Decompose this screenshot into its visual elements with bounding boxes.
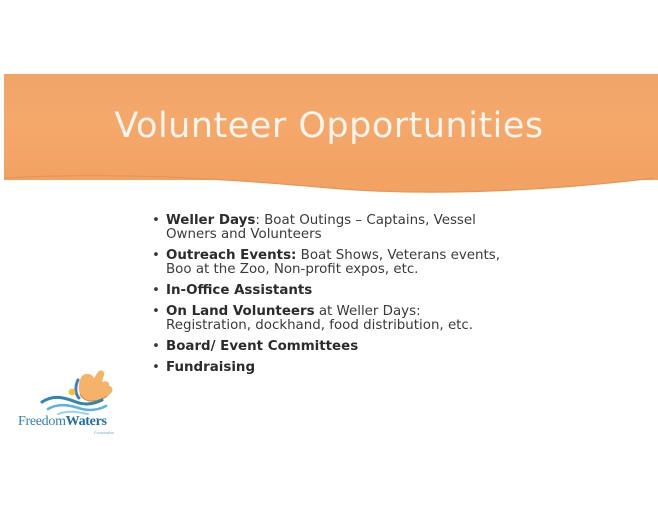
- logo-wordmark: [18, 414, 107, 430]
- slide-title: Volunteer Opportunities: [114, 106, 544, 146]
- list-item: [152, 361, 502, 375]
- list-item: [152, 249, 502, 277]
- list-item: [152, 214, 502, 242]
- logo-name-part2: Waters: [65, 414, 107, 429]
- list-item: [152, 340, 502, 354]
- bullet-text: at Weller Days: Registration, dockhand, food distribution, etc.: [166, 304, 474, 333]
- banner-curve: [0, 152, 658, 212]
- bullet-dot: •: [152, 283, 160, 298]
- list-item: [152, 305, 502, 333]
- bullet-list: [152, 214, 502, 382]
- logo-subtitle: Foundation: [94, 430, 115, 435]
- bullet-text: : Boat Outings – Captains, Vessel Owners and Volunteers: [166, 213, 476, 242]
- bullet-bold: Fundraising: [166, 360, 256, 375]
- bullet-text: Boat Shows, Veterans events, Boo at the Zoo, Non-profit expos, etc.: [166, 248, 501, 277]
- bullet-dot: •: [152, 213, 160, 228]
- hand-and-waves-icon: [32, 368, 120, 416]
- freedom-waters-logo: [18, 368, 128, 438]
- bullet-bold: In-Office Assistants: [166, 283, 313, 298]
- list-item: [152, 284, 502, 298]
- bullet-dot: •: [152, 304, 160, 319]
- bullet-dot: •: [152, 248, 160, 263]
- bullet-bold: Board/ Event Committees: [166, 339, 359, 354]
- logo-name-part1: Freedom: [18, 414, 66, 429]
- bullet-dot: •: [152, 360, 160, 375]
- bullet-bold: On Land Volunteers: [166, 304, 315, 319]
- bullet-bold: Outreach Events:: [166, 248, 297, 263]
- bullet-dot: •: [152, 339, 160, 354]
- bullet-bold: Weller Days: [166, 213, 256, 228]
